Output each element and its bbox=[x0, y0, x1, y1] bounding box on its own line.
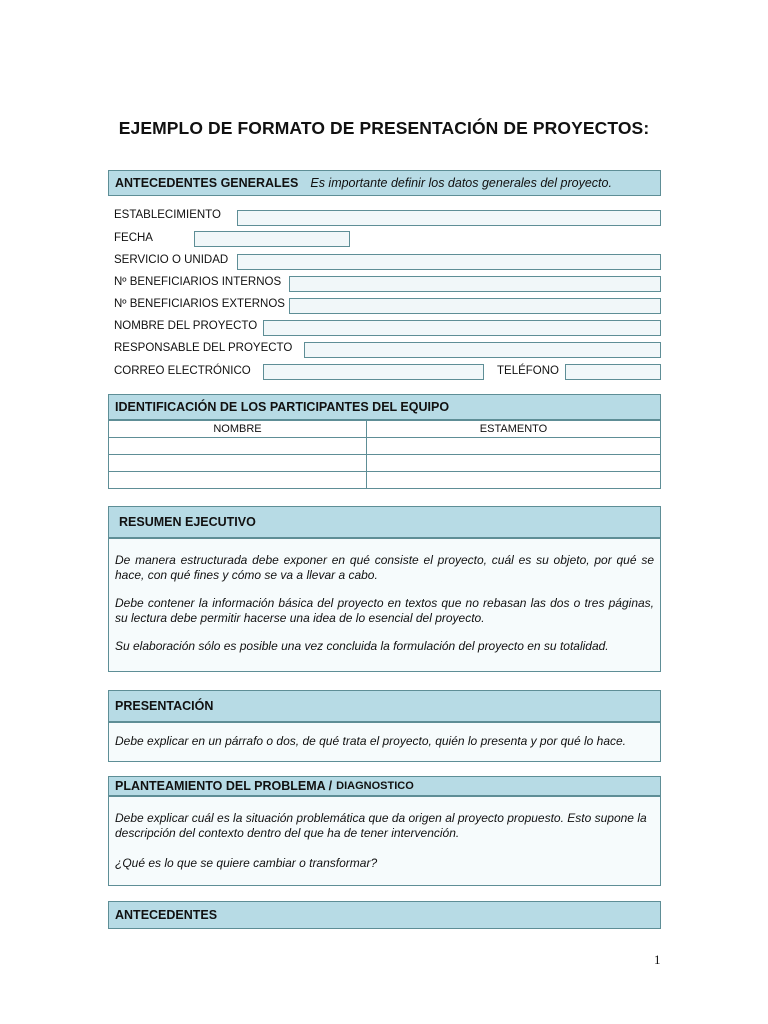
responsable-label: RESPONSABLE DEL PROYECTO bbox=[114, 342, 293, 354]
estamento-cell[interactable] bbox=[367, 455, 661, 472]
participantes-heading: IDENTIFICACIÓN DE LOS PARTICIPANTES DEL EQUIPO bbox=[115, 400, 450, 414]
estamento-cell[interactable] bbox=[367, 438, 661, 455]
antecedentes-generales-header bbox=[108, 170, 661, 196]
page-number: 1 bbox=[654, 952, 661, 967]
participantes-header bbox=[108, 394, 661, 420]
table-row bbox=[109, 455, 661, 472]
planteamiento-heading: PLANTEAMIENTO DEL PROBLEMA / bbox=[115, 779, 333, 793]
resumen-heading: RESUMEN EJECUTIVO bbox=[119, 515, 256, 529]
antecedentes-heading: ANTECEDENTES bbox=[115, 908, 218, 922]
planteamiento-header bbox=[108, 776, 661, 796]
resumen-paragraph-2: Debe contener la información básica del proyecto en textos que no rebasan las dos o tres páginas, su lectura debe permitir hacerse una idea de lo esencial del proyecto. bbox=[115, 596, 654, 625]
telefono-label: TELÉFONO bbox=[497, 365, 559, 377]
estamento-cell[interactable] bbox=[367, 472, 661, 489]
table-header-row bbox=[109, 421, 661, 438]
planteamiento-paragraph-1: Debe explicar cuál es la situación problemática que da origen al proyecto propuesto. Esto supone la descripción del contexto dentro del que ha de tener intervención. bbox=[115, 811, 647, 840]
resumen-header bbox=[108, 506, 661, 538]
col-nombre-header: NOMBRE bbox=[109, 421, 367, 438]
correo-label: CORREO ELECTRÓNICO bbox=[114, 365, 251, 377]
presentacion-heading: PRESENTACIÓN bbox=[115, 699, 214, 713]
fecha-field[interactable] bbox=[194, 231, 350, 247]
servicio-label: SERVICIO O UNIDAD bbox=[114, 254, 229, 266]
fecha-label: FECHA bbox=[114, 232, 153, 244]
nombre-cell[interactable] bbox=[109, 472, 367, 489]
planteamiento-paragraph-2: ¿Qué es lo que se quiere cambiar o transformar? bbox=[115, 856, 378, 870]
antecedentes-generales-heading: ANTECEDENTES GENERALES bbox=[115, 176, 299, 190]
table-row bbox=[109, 472, 661, 489]
antecedentes-header bbox=[108, 901, 661, 929]
table-row bbox=[109, 438, 661, 455]
nombre-cell[interactable] bbox=[109, 438, 367, 455]
benef-internos-field[interactable] bbox=[289, 276, 661, 292]
correo-field[interactable] bbox=[263, 364, 484, 380]
presentacion-box bbox=[108, 722, 661, 762]
benef-internos-label: Nº BENEFICIARIOS INTERNOS bbox=[114, 276, 282, 288]
benef-externos-field[interactable] bbox=[289, 298, 661, 314]
presentacion-header bbox=[108, 690, 661, 722]
nombre-proyecto-field[interactable] bbox=[263, 320, 661, 336]
planteamiento-box bbox=[108, 796, 661, 886]
benef-externos-label: Nº BENEFICIARIOS EXTERNOS bbox=[114, 298, 285, 310]
telefono-field[interactable] bbox=[565, 364, 661, 380]
responsable-field[interactable] bbox=[304, 342, 661, 358]
page-title: EJEMPLO DE FORMATO DE PRESENTACIÓN DE PROYECTOS: bbox=[118, 118, 650, 138]
col-estamento-header: ESTAMENTO bbox=[367, 421, 661, 438]
presentacion-paragraph: Debe explicar en un párrafo o dos, de qué trata el proyecto, quién lo presenta y por qué lo hace. bbox=[115, 734, 626, 748]
planteamiento-heading-small: DIAGNOSTICO bbox=[336, 780, 414, 792]
participantes-table bbox=[108, 420, 661, 489]
resumen-paragraph-1: De manera estructurada debe exponer en qué consiste el proyecto, cuál es su objeto, por qué se hace, con qué fines y cómo se va a llevar a cabo. bbox=[115, 553, 654, 582]
resumen-box bbox=[108, 538, 661, 672]
establecimiento-label: ESTABLECIMIENTO bbox=[114, 209, 221, 221]
resumen-paragraph-3: Su elaboración sólo es posible una vez concluida la formulación del proyecto en su totalidad. bbox=[115, 639, 609, 653]
nombre-cell[interactable] bbox=[109, 455, 367, 472]
nombre-proyecto-label: NOMBRE DEL PROYECTO bbox=[114, 320, 258, 332]
antecedentes-generales-hint: Es importante definir los datos generales del proyecto. bbox=[310, 176, 612, 190]
servicio-field[interactable] bbox=[237, 254, 661, 270]
establecimiento-field[interactable] bbox=[237, 210, 661, 226]
